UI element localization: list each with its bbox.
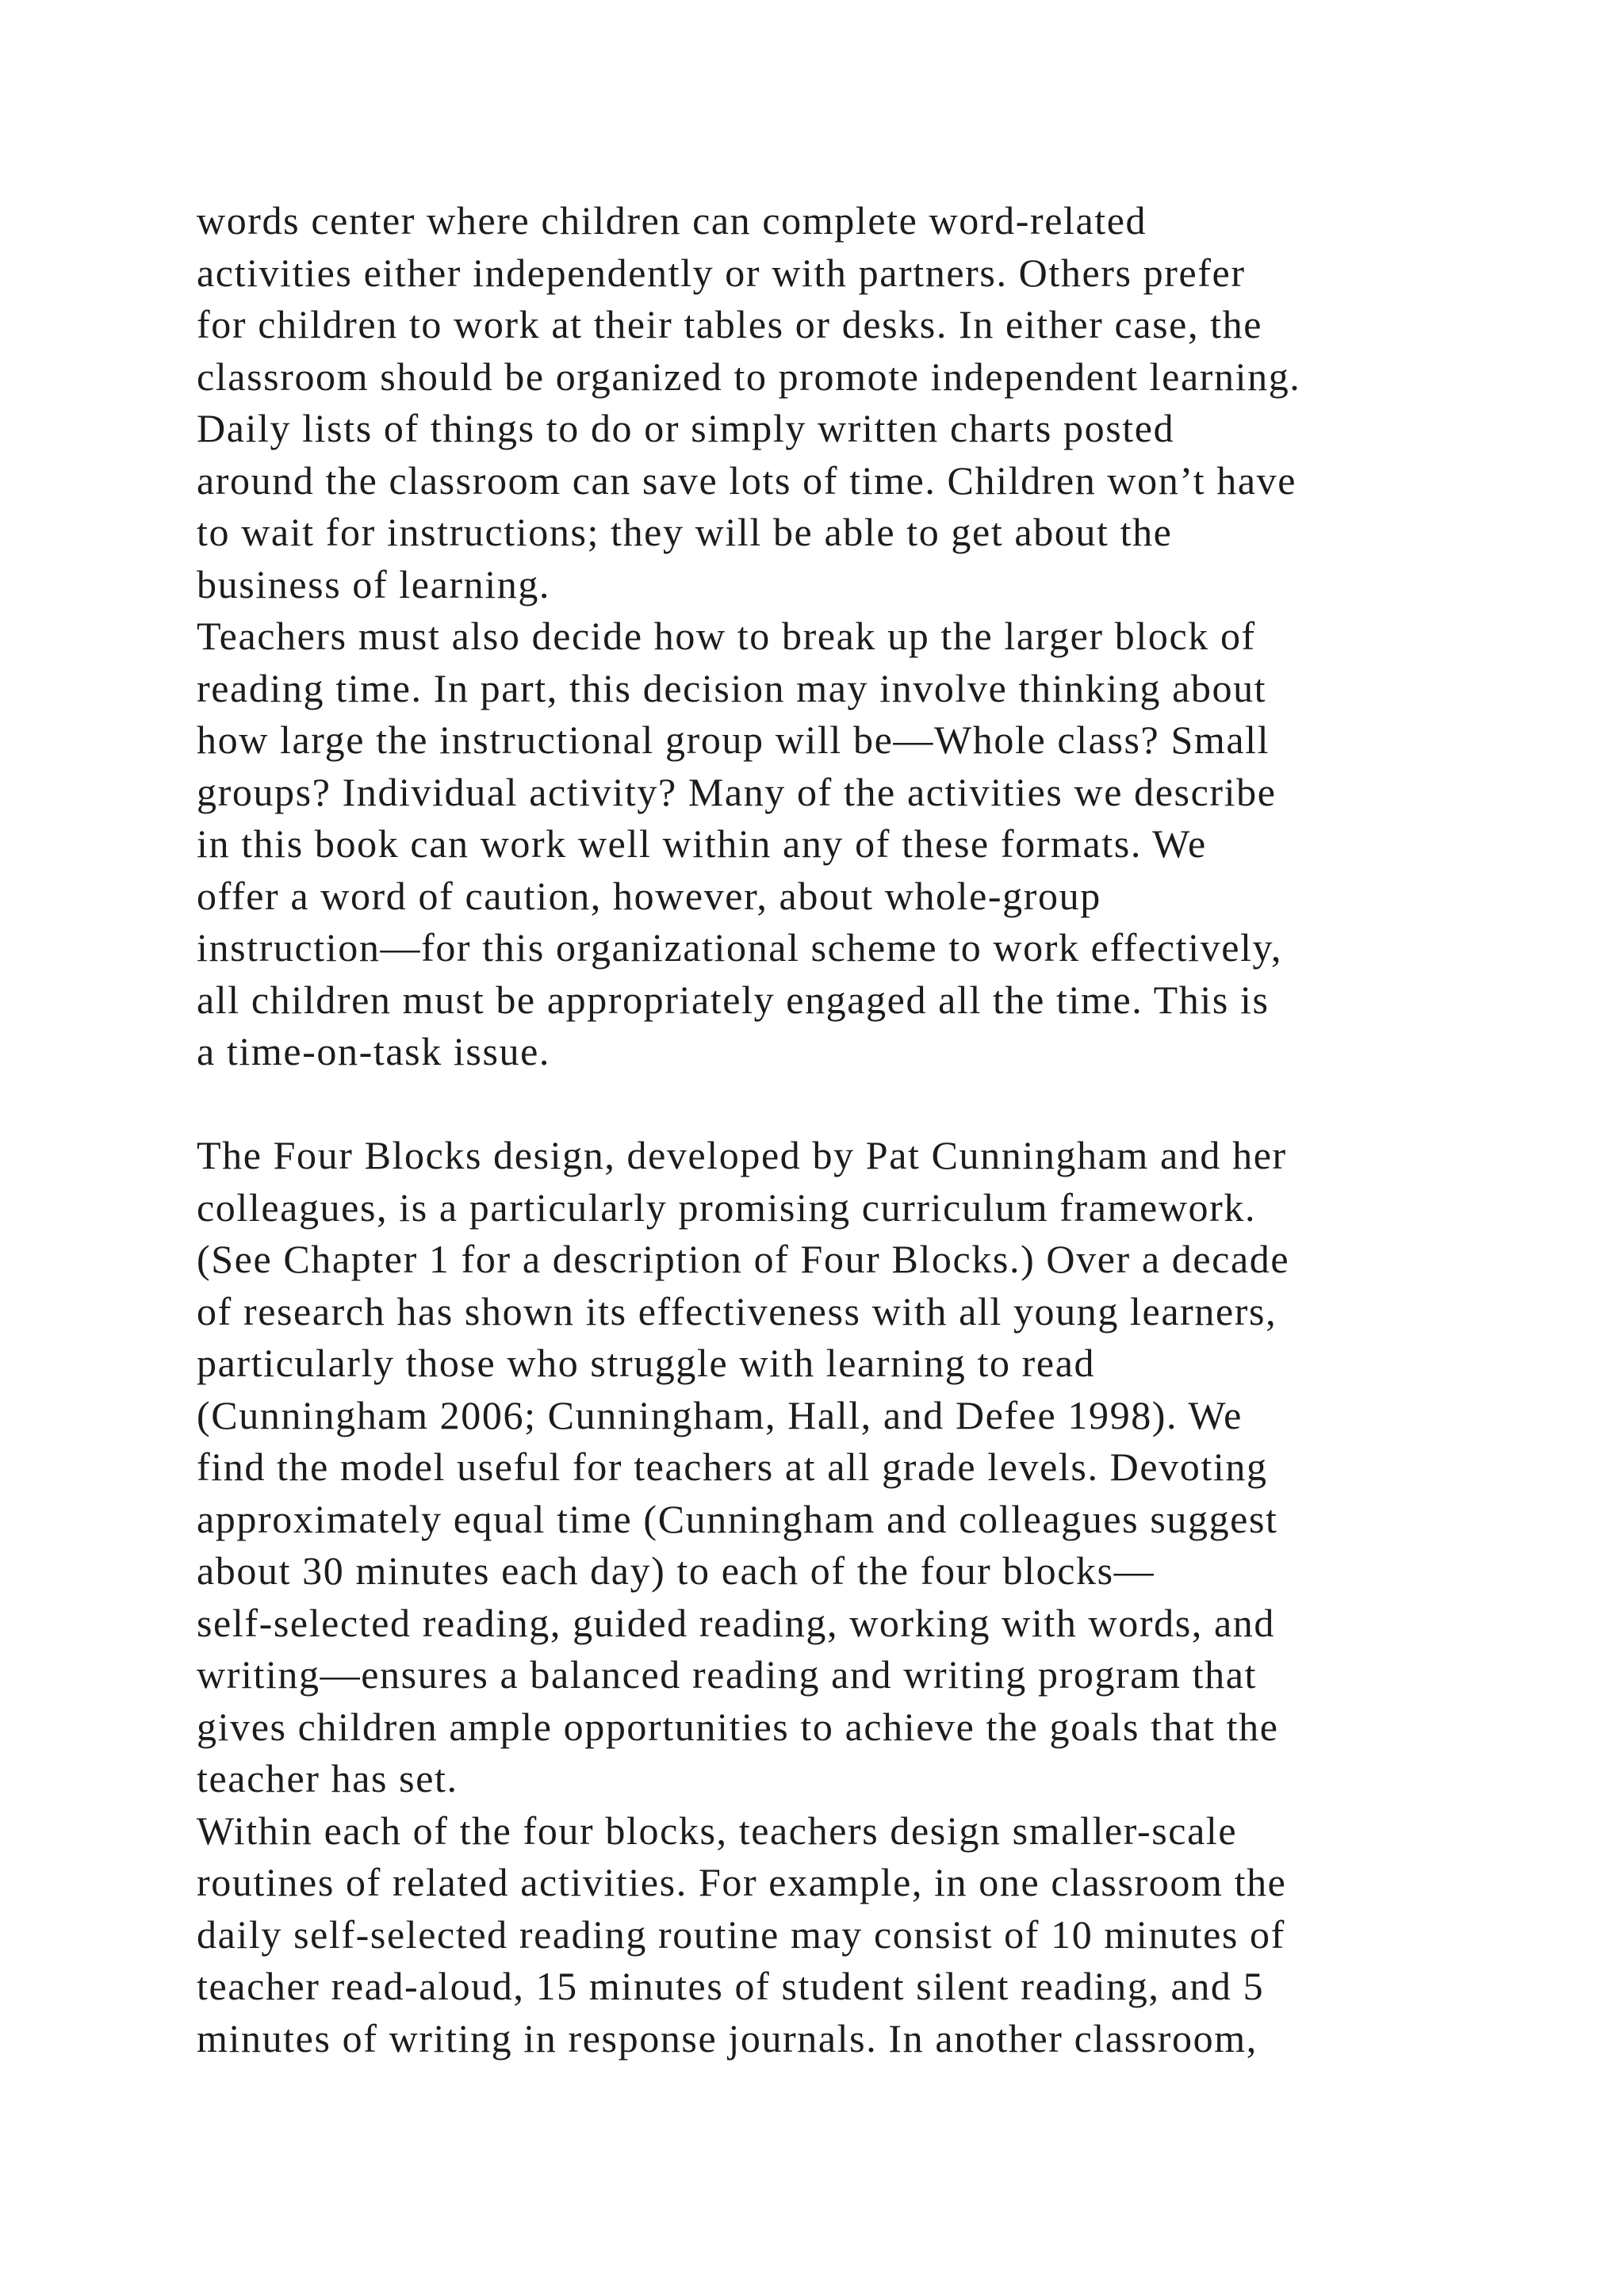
text-line: about 30 minutes each day) to each of the four blocks— [197, 1548, 1155, 1593]
text-line: offer a word of caution, however, about whole-group [197, 873, 1101, 918]
text-line: classroom should be organized to promote independent learning. [197, 354, 1301, 399]
text-line: instruction—for this organizational scheme to work effectively, [197, 925, 1282, 970]
text-line: business of learning. [197, 561, 551, 607]
text-line: writing—ensures a balanced reading and writing program that [197, 1652, 1258, 1697]
text-line: gives children ample opportunities to achieve the goals that the [197, 1704, 1279, 1749]
text-line: find the model useful for teachers at all grade levels. Devoting [197, 1445, 1268, 1489]
text-line: in this book can work well within any of these formats. We [197, 821, 1207, 866]
text-line: colleagues, is a particularly promising curriculum framework. [197, 1184, 1257, 1230]
body-text [197, 195, 1481, 2064]
text-line: around the classroom can save lots of time. Children won’t have [197, 457, 1297, 503]
text-line: routines of related activities. For example, in one classroom the [197, 1860, 1287, 1904]
text-line: groups? Individual activity? Many of the activities we describe [197, 769, 1277, 814]
text-line: The Four Blocks design, developed by Pat Cunningham and her [197, 1133, 1287, 1177]
text-line: (See Chapter 1 for a description of Four Blocks.) Over a decade [197, 1237, 1290, 1281]
text-line: particularly those who struggle with learning to read [197, 1341, 1096, 1385]
text-line: all children must be appropriately engaged all the time. This is [197, 977, 1270, 1022]
text-line: to wait for instructions; they will be able to get about the [197, 510, 1173, 554]
text-line: (Cunningham 2006; Cunningham, Hall, and Defee 1998). We [197, 1392, 1243, 1437]
text-line: teacher has set. [197, 1756, 458, 1800]
text-line: words center where children can complete word-related [197, 198, 1147, 243]
text-line: reading time. In part, this decision may involve thinking about [197, 665, 1267, 710]
text-line: activities either independently or with partners. Others prefer [197, 250, 1246, 295]
text-line: of research has shown its effectiveness with all young learners, [197, 1288, 1277, 1334]
text-line: how large the instructional group will be—Whole class? Small [197, 718, 1270, 762]
text-line: teacher read-aloud, 15 minutes of student silent reading, and 5 [197, 1964, 1265, 2008]
text-line: daily self-selected reading routine may consist of 10 minutes of [197, 1911, 1285, 1957]
text-line: minutes of writing in response journals. In another classroom, [197, 2015, 1258, 2061]
paragraph-gap [197, 1078, 1481, 1131]
text-line: a time-on-task issue. [197, 1029, 551, 1073]
text-line: self-selected reading, guided reading, working with words, and [197, 1600, 1275, 1645]
text-line: for children to work at their tables or desks. In either case, the [197, 302, 1263, 346]
text-line: Within each of the four blocks, teachers design smaller-scale [197, 1808, 1238, 1853]
text-line: approximately equal time (Cunningham and colleagues suggest [197, 1496, 1278, 1541]
text-line: Daily lists of things to do or simply written charts posted [197, 406, 1175, 450]
text-line: Teachers must also decide how to break up the larger block of [197, 614, 1256, 658]
